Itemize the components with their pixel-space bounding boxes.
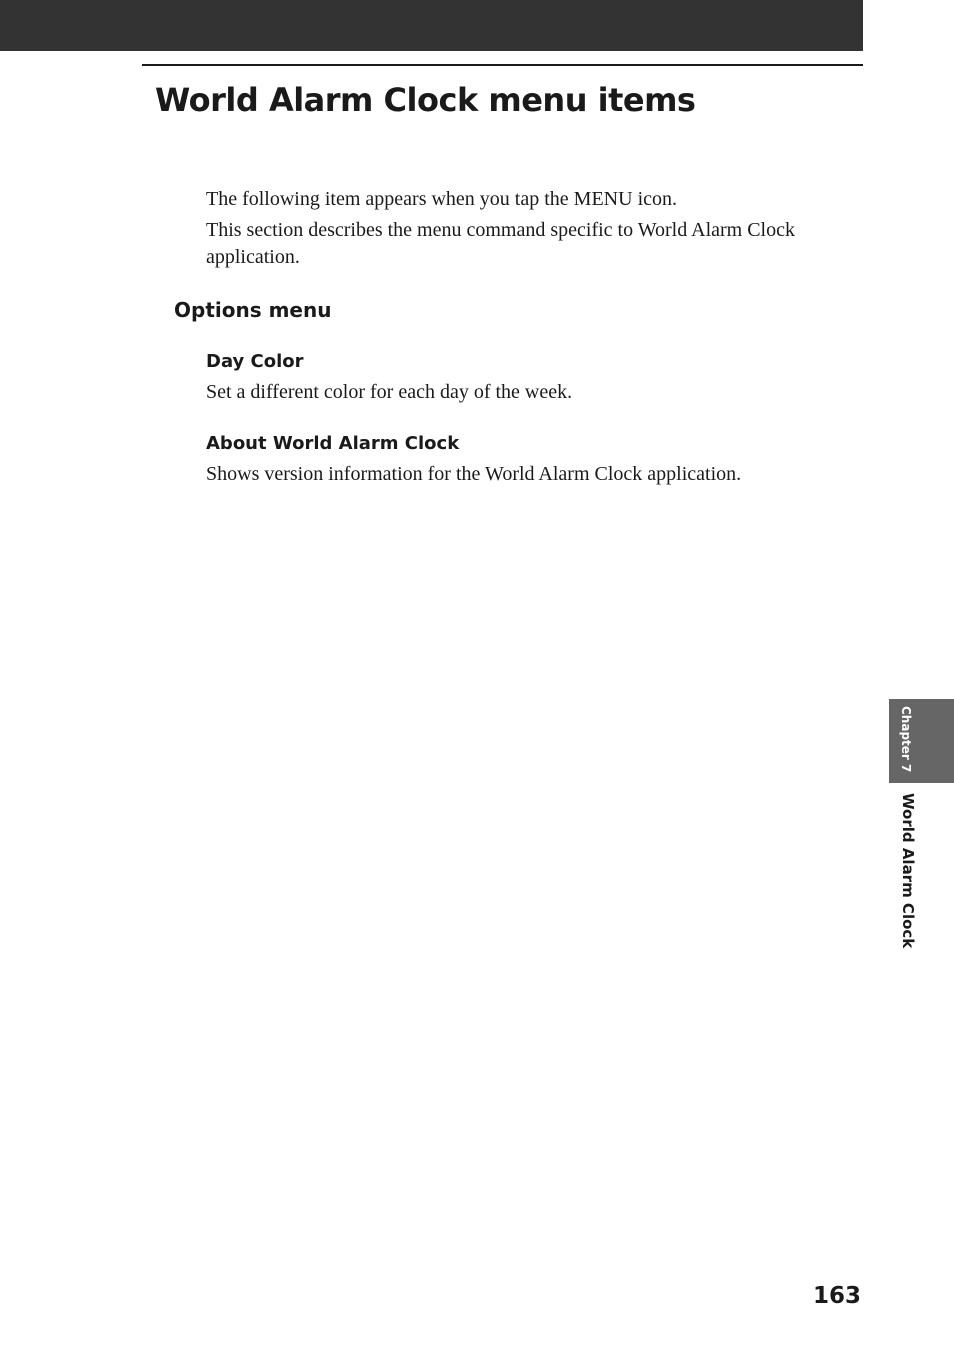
page-title: World Alarm Clock menu items [155, 81, 696, 119]
header-bar [0, 0, 863, 51]
title-rule [142, 64, 863, 66]
menu-item-title: Day Color [206, 351, 304, 372]
intro-line-1: The following item appears when you tap the MENU icon. [206, 188, 677, 210]
page-number: 163 [812, 1283, 861, 1309]
intro-line-2: This section describes the menu command specific to World Alarm Clock application. [206, 219, 795, 268]
menu-item-day-color [206, 349, 846, 406]
chapter-title: World Alarm Clock [899, 793, 917, 949]
intro-text [206, 186, 821, 275]
menu-item-description: Set a different color for each day of the week. [206, 381, 573, 403]
menu-item-about [206, 431, 846, 488]
menu-item-title: About World Alarm Clock [206, 433, 460, 454]
menu-item-description: Shows version information for the World Alarm Clock application. [206, 463, 742, 485]
chapter-label: Chapter 7 [899, 706, 913, 773]
section-heading-options-menu: Options menu [174, 298, 332, 322]
